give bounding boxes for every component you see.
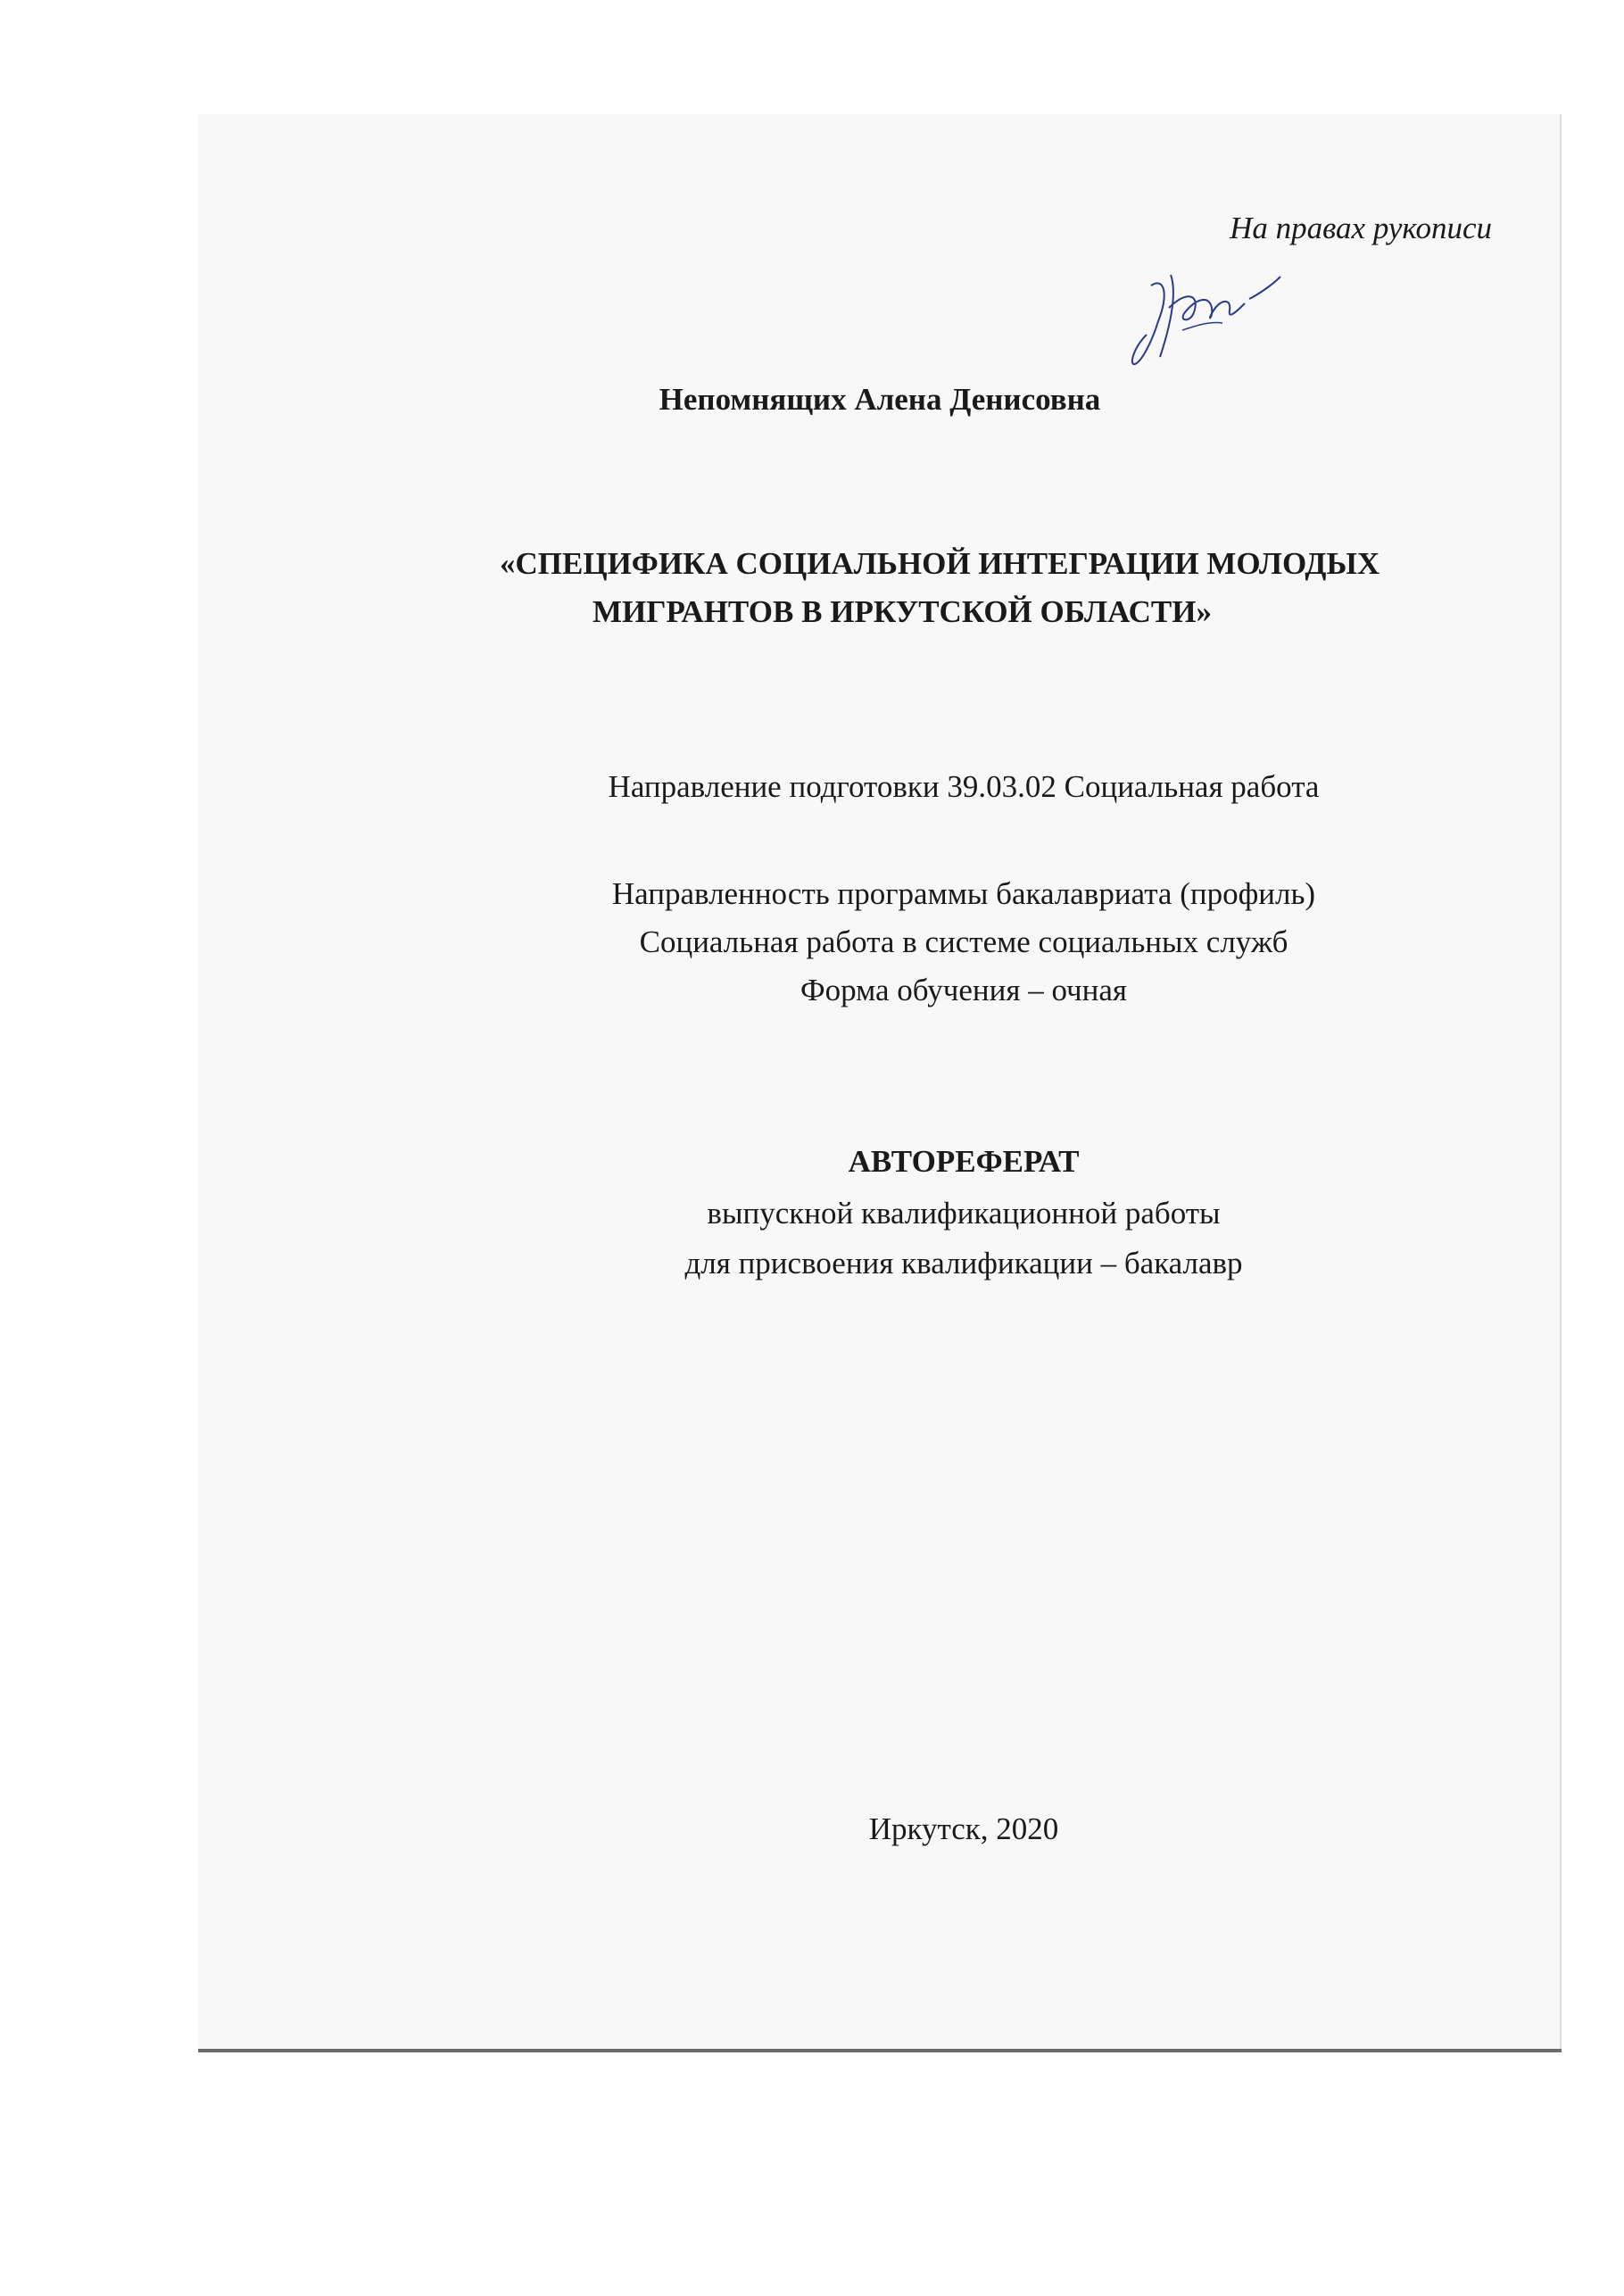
- rights-note: На правах рукописи: [1230, 211, 1492, 245]
- document-type-line-1: выпускной квалификационной работы: [707, 1196, 1221, 1231]
- document-type-line-2: для присвоения квалификации – бакалавр: [684, 1246, 1243, 1281]
- handwritten-signature: [1115, 259, 1294, 375]
- thesis-title-line-1: «СПЕЦИФИКА СОЦИАЛЬНОЙ ИНТЕГРАЦИИ МОЛОДЫХ: [500, 546, 1380, 581]
- study-form: Форма обучения – очная: [800, 973, 1128, 1007]
- city-and-year: Иркутск, 2020: [868, 1811, 1059, 1846]
- program-profile-name: Социальная работа в системе социальных служб: [639, 924, 1288, 959]
- study-direction: Направление подготовки 39.03.02 Социальная работа: [608, 769, 1320, 804]
- program-profile-label: Направленность программы бакалавриата (профиль): [611, 876, 1316, 911]
- thesis-title-line-2: МИГРАНТОВ В ИРКУТСКОЙ ОБЛАСТИ»: [592, 594, 1212, 629]
- document-type-heading: АВТОРЕФЕРАТ: [848, 1144, 1080, 1179]
- author-name: Непомнящих Алена Денисовна: [659, 382, 1101, 417]
- page-bottom-edge: [198, 2049, 1562, 2052]
